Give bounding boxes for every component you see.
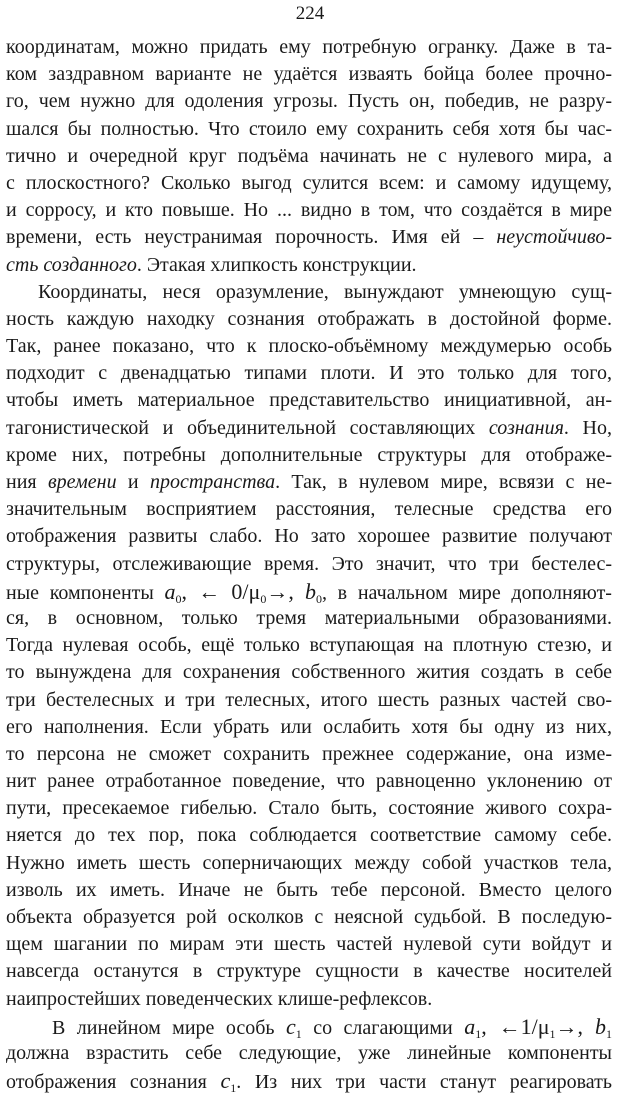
text-line: няется до тех пор, пока соблюдается соответствие самому себе. [6,824,612,847]
italic-term: сознания [488,416,564,439]
italic-term: пространства [149,471,276,493]
math-expression: , ←1/μ [481,1013,550,1039]
italic-term: времени [47,471,117,493]
math-symbol: b [305,578,316,604]
text-line: его наполнения. Если убрать или ослабить хотя бы одну из них, [6,715,612,738]
text-segment: . Из них три части станут реагировать [236,1071,612,1094]
text-line: подходит с двенадцатью типами плоти. И это только для того, [6,362,612,385]
text-line: с плоскостного? Сколько выгод сулится всем: и самому идущему, [6,171,612,194]
math-symbol: a [464,1013,476,1039]
text-line: пути, пресекаемое гибелью. Стало быть, состояние живого сохра- [6,797,612,820]
math-subscript: 1 [549,1026,556,1040]
math-subscript: 0 [175,591,182,605]
text-line [6,224,612,251]
text-segment: со слагающими [301,1016,465,1039]
math-subscript: 0 [316,591,322,605]
page-body [6,34,612,1094]
text-line: ся, в основном, только тремя материальными образованиями. [6,606,612,629]
text-line: Тогда нулевая особь, ещё только вступающая на плотную стезю, и [6,634,612,657]
text-line: Так, ранее показано, что к плоско-объёмному междумерью особь [6,335,612,358]
math-subscript: 1 [295,1026,302,1040]
text-line: ком заздравном варианте не удаётся изваять бойца более прочно- [6,63,612,86]
text-line: нит ранее отработанное поведение, что равноценно уклонению от [6,770,612,793]
text-line: наипростейших поведенческих клише-рефлексов. [6,987,433,1010]
text-segment: времени, есть неустранимая порочность. Имя ей – [6,226,497,249]
math-subscript: 1 [606,1026,612,1040]
text-line: координатам, можно придать ему потребную огранку. Даже в та- [6,36,612,58]
text-segment: ния [6,471,48,493]
text-segment: ные компоненты [6,581,165,604]
text-line [6,252,612,279]
text-line: Нужно иметь шесть соперничающих между собой участков тела, [6,851,612,874]
text-line [6,1067,612,1094]
text-line: чтобы иметь материальное представительство инициативной, ан- [6,389,612,412]
text-line: Координаты, неся оразумление, вынуждают умнеющую сущ- [38,280,612,303]
math-symbol: c [220,1068,231,1094]
text-line: то вынуждена для сохранения собственного жития создать в себе [6,661,612,684]
math-expression: →, [266,578,305,604]
text-line [6,1013,612,1040]
text-line: три бестелесных и три телесных, итого шесть разных частей сво- [6,688,612,711]
math-expression: , ← 0/μ [181,578,261,604]
text-line: ность каждую находку сознания отображать в достойной форме. [6,307,612,330]
text-line: отображения развиты слабо. Но зато хорошее развитие получают [6,525,612,548]
text-segment: отображения сознания [6,1071,221,1094]
text-segment: и [116,471,150,493]
italic-term: сть созданного [6,253,137,276]
text-line: значительным восприятием расстояния, телесные средства его [6,498,612,521]
math-subscript: 1 [475,1026,482,1040]
text-line [6,469,612,496]
text-segment: В линейном мире особь [52,1016,286,1039]
text-segment: тагонистической и объединительной составляющих [6,416,489,439]
math-expression: →, [555,1013,595,1039]
page-number: 224 [295,3,325,24]
text-line: шался бы полностью. Что стоило ему сохранить себя хотя бы час- [6,117,612,140]
math-subscript: 0 [260,591,267,605]
math-symbol: b [595,1013,606,1039]
text-line: изволь их иметь. Иначе не быть тебе персоной. Вместо целого [6,878,612,901]
text-line [6,578,612,605]
text-line: и сорросу, и кто повыше. Но ... видно в том, что создаётся в мире [6,199,612,222]
text-line: щем шагании по мирам эти шесть частей нулевой сути войдут и [6,933,612,956]
text-line [6,415,612,442]
text-segment: . Этакая хлипкость конструкции. [136,253,417,276]
text-line: структуры, отслеживающие время. Это значит, что три бестелес- [6,552,612,575]
text-line: то персона не сможет сохранить прежнее содержание, она изме- [6,742,612,765]
italic-term: неустойчиво- [496,226,612,249]
text-line: го, чем нужно для одоления угрозы. Пусть он, победив, не разру- [6,90,612,113]
text-line: объекта образуется рой осколков с неясной судьбой. В последую- [6,906,612,928]
math-symbol: a [164,578,176,604]
text-line: должна взрастить себе следующие, уже линейные компоненты [6,1041,612,1064]
text-segment: . Так, в нулевом мире, всвязи с не- [275,471,612,493]
text-line: тично и очередной круг подъёма начинать не с нулевого мира, а [6,144,612,167]
text-segment: . Но, [563,416,612,439]
text-line: навсегда останутся в структуре сущности в качестве носителей [6,960,612,983]
text-line: кроме них, потребны дополнительные структуры для отображе- [6,443,612,466]
text-segment: , в начальном мире дополняют- [322,581,612,604]
math-symbol: c [285,1013,296,1039]
math-subscript: 1 [230,1081,237,1094]
